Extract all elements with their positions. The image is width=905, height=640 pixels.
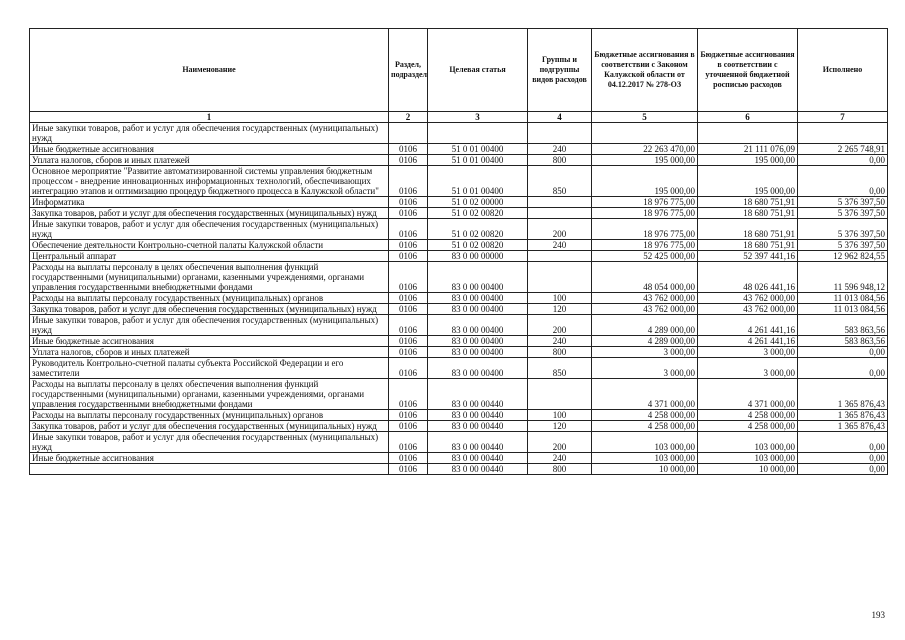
row-executed-amount-cell: 0,00: [798, 155, 888, 166]
row-refined-amount-cell: 43 762 000,00: [698, 304, 798, 315]
row-executed-amount-cell: 2 265 748,91: [798, 144, 888, 155]
table-row: [30, 315, 888, 336]
row-section-cell: 0106: [389, 347, 428, 358]
table-row: [30, 453, 888, 464]
row-section-cell: 0106: [389, 240, 428, 251]
row-target-cell: 83 0 00 00440: [428, 453, 528, 464]
row-executed-amount-cell: 12 962 824,55: [798, 251, 888, 262]
row-law-amount-cell: 52 425 000,00: [592, 251, 698, 262]
row-section-cell: 0106: [389, 144, 428, 155]
row-refined-amount-cell: 43 762 000,00: [698, 293, 798, 304]
row-section-cell: 0106: [389, 262, 428, 293]
row-refined-amount-cell: 4 261 441,16: [698, 336, 798, 347]
row-target-cell: 83 0 00 00400: [428, 315, 528, 336]
row-executed-amount-cell: 0,00: [798, 347, 888, 358]
header-law-allocations: Бюджетные ассигнования в соответствии с Законом Калужской области от 04.12.2017 № 278-ОЗ: [592, 29, 698, 112]
row-law-amount-cell: [592, 123, 698, 144]
row-refined-amount-cell: 18 680 751,91: [698, 208, 798, 219]
row-name-cell: Руководитель Контрольно-счетной палаты субъекта Российской Федерации и его заместители: [30, 358, 389, 379]
row-name-cell: Центральный аппарат: [30, 251, 389, 262]
row-group-cell: [528, 197, 592, 208]
header-groups: Группы и подгруппы видов расходов: [528, 29, 592, 112]
row-refined-amount-cell: 4 258 000,00: [698, 421, 798, 432]
row-section-cell: 0106: [389, 304, 428, 315]
row-section-cell: 0106: [389, 293, 428, 304]
row-name-cell: [30, 464, 389, 475]
row-executed-amount-cell: 0,00: [798, 464, 888, 475]
row-refined-amount-cell: 3 000,00: [698, 347, 798, 358]
page-number: 193: [871, 610, 885, 620]
row-refined-amount-cell: 4 371 000,00: [698, 379, 798, 410]
row-executed-amount-cell: 11 013 084,56: [798, 293, 888, 304]
row-group-cell: 120: [528, 304, 592, 315]
row-group-cell: 240: [528, 453, 592, 464]
row-group-cell: 850: [528, 358, 592, 379]
table-row: [30, 197, 888, 208]
row-executed-amount-cell: 0,00: [798, 166, 888, 197]
row-name-cell: Иные закупки товаров, работ и услуг для обеспечения государственных (муниципальных) нужд: [30, 123, 389, 144]
row-executed-amount-cell: [798, 123, 888, 144]
row-name-cell: Расходы на выплаты персоналу государственных (муниципальных) органов: [30, 410, 389, 421]
row-group-cell: [528, 262, 592, 293]
row-executed-amount-cell: 11 013 084,56: [798, 304, 888, 315]
table-row: [30, 421, 888, 432]
row-executed-amount-cell: 583 863,56: [798, 315, 888, 336]
row-law-amount-cell: 4 289 000,00: [592, 315, 698, 336]
row-law-amount-cell: 195 000,00: [592, 166, 698, 197]
table-row: [30, 304, 888, 315]
row-target-cell: 51 0 02 00000: [428, 197, 528, 208]
row-refined-amount-cell: [698, 123, 798, 144]
row-name-cell: Расходы на выплаты персоналу в целях обеспечения выполнения функций государственными (муниципальными) органами, казенными учреждениями, органами управления государственными внебюджетными фондами: [30, 262, 389, 293]
row-law-amount-cell: 22 263 470,00: [592, 144, 698, 155]
table-row: [30, 379, 888, 410]
row-group-cell: 850: [528, 166, 592, 197]
row-section-cell: 0106: [389, 336, 428, 347]
row-target-cell: 83 0 00 00440: [428, 421, 528, 432]
row-refined-amount-cell: 10 000,00: [698, 464, 798, 475]
column-number: 6: [698, 112, 798, 123]
row-section-cell: 0106: [389, 197, 428, 208]
row-target-cell: 83 0 00 00400: [428, 358, 528, 379]
row-section-cell: 0106: [389, 166, 428, 197]
row-section-cell: 0106: [389, 155, 428, 166]
row-section-cell: 0106: [389, 410, 428, 421]
row-law-amount-cell: 195 000,00: [592, 155, 698, 166]
row-refined-amount-cell: 103 000,00: [698, 453, 798, 464]
row-target-cell: 83 0 00 00400: [428, 262, 528, 293]
row-section-cell: [389, 123, 428, 144]
table-row: [30, 123, 888, 144]
column-number-row: [30, 112, 888, 123]
table-row: [30, 432, 888, 453]
row-refined-amount-cell: 103 000,00: [698, 432, 798, 453]
row-target-cell: 83 0 00 00400: [428, 336, 528, 347]
row-name-cell: Основное мероприятие "Развитие автоматизированной системы управления бюджетным процессом - внедрение инновационных информационных технологий, обеспечивающих интеграцию этапов и оптимизацию процедур бюджетного процесса в Калужской области": [30, 166, 389, 197]
row-law-amount-cell: 10 000,00: [592, 464, 698, 475]
header-target: Целевая статья: [428, 29, 528, 112]
row-group-cell: [528, 379, 592, 410]
row-name-cell: Уплата налогов, сборов и иных платежей: [30, 347, 389, 358]
table-row: [30, 144, 888, 155]
row-group-cell: 800: [528, 464, 592, 475]
table-row: [30, 251, 888, 262]
row-group-cell: 240: [528, 336, 592, 347]
row-group-cell: [528, 251, 592, 262]
table-row: [30, 219, 888, 240]
row-law-amount-cell: 103 000,00: [592, 432, 698, 453]
table-body: [30, 123, 888, 475]
row-law-amount-cell: 48 054 000,00: [592, 262, 698, 293]
row-section-cell: 0106: [389, 432, 428, 453]
row-name-cell: Иные бюджетные ассигнования: [30, 453, 389, 464]
table-row: [30, 155, 888, 166]
row-executed-amount-cell: 5 376 397,50: [798, 197, 888, 208]
row-group-cell: 800: [528, 155, 592, 166]
row-executed-amount-cell: 5 376 397,50: [798, 219, 888, 240]
row-refined-amount-cell: 195 000,00: [698, 166, 798, 197]
row-group-cell: [528, 123, 592, 144]
row-group-cell: 200: [528, 315, 592, 336]
row-name-cell: Информатика: [30, 197, 389, 208]
column-number: 4: [528, 112, 592, 123]
row-refined-amount-cell: 18 680 751,91: [698, 197, 798, 208]
row-executed-amount-cell: 1 365 876,43: [798, 410, 888, 421]
table-row: [30, 336, 888, 347]
row-name-cell: Расходы на выплаты персоналу государственных (муниципальных) органов: [30, 293, 389, 304]
row-executed-amount-cell: 11 596 948,12: [798, 262, 888, 293]
row-name-cell: Обеспечение деятельности Контрольно-счетной палаты Калужской области: [30, 240, 389, 251]
row-executed-amount-cell: 5 376 397,50: [798, 208, 888, 219]
row-name-cell: Иные закупки товаров, работ и услуг для обеспечения государственных (муниципальных) нужд: [30, 432, 389, 453]
row-refined-amount-cell: 18 680 751,91: [698, 240, 798, 251]
table-row: [30, 410, 888, 421]
row-target-cell: 51 0 02 00820: [428, 219, 528, 240]
row-law-amount-cell: 18 976 775,00: [592, 197, 698, 208]
row-name-cell: Иные закупки товаров, работ и услуг для обеспечения государственных (муниципальных) нужд: [30, 219, 389, 240]
table-row: [30, 166, 888, 197]
row-section-cell: 0106: [389, 464, 428, 475]
row-refined-amount-cell: 195 000,00: [698, 155, 798, 166]
row-group-cell: 240: [528, 240, 592, 251]
row-target-cell: 51 0 01 00400: [428, 166, 528, 197]
row-target-cell: 51 0 02 00820: [428, 240, 528, 251]
row-section-cell: 0106: [389, 379, 428, 410]
table-row: [30, 358, 888, 379]
row-target-cell: 83 0 00 00400: [428, 304, 528, 315]
row-executed-amount-cell: 1 365 876,43: [798, 379, 888, 410]
table-row: [30, 240, 888, 251]
row-group-cell: 200: [528, 432, 592, 453]
table-row: [30, 347, 888, 358]
row-law-amount-cell: 4 289 000,00: [592, 336, 698, 347]
row-group-cell: 800: [528, 347, 592, 358]
row-name-cell: Расходы на выплаты персоналу в целях обеспечения выполнения функций государственными (муниципальными) органами, казенными учреждениями, органами управления государственными внебюджетными фондами: [30, 379, 389, 410]
row-section-cell: 0106: [389, 453, 428, 464]
column-number: 5: [592, 112, 698, 123]
row-target-cell: 83 0 00 00440: [428, 379, 528, 410]
table-row: [30, 293, 888, 304]
row-name-cell: Иные бюджетные ассигнования: [30, 336, 389, 347]
row-law-amount-cell: 4 258 000,00: [592, 410, 698, 421]
row-law-amount-cell: 103 000,00: [592, 453, 698, 464]
row-law-amount-cell: 43 762 000,00: [592, 293, 698, 304]
row-target-cell: 83 0 00 00400: [428, 347, 528, 358]
row-group-cell: [528, 208, 592, 219]
row-target-cell: [428, 123, 528, 144]
row-refined-amount-cell: 21 111 076,09: [698, 144, 798, 155]
row-group-cell: 200: [528, 219, 592, 240]
row-law-amount-cell: 43 762 000,00: [592, 304, 698, 315]
row-group-cell: 120: [528, 421, 592, 432]
row-refined-amount-cell: 4 258 000,00: [698, 410, 798, 421]
row-executed-amount-cell: 0,00: [798, 432, 888, 453]
row-section-cell: 0106: [389, 358, 428, 379]
budget-execution-table: [29, 28, 888, 475]
row-target-cell: 83 0 00 00440: [428, 432, 528, 453]
row-law-amount-cell: 4 371 000,00: [592, 379, 698, 410]
column-number: 1: [30, 112, 389, 123]
row-name-cell: Закупка товаров, работ и услуг для обеспечения государственных (муниципальных) нужд: [30, 421, 389, 432]
row-group-cell: 100: [528, 293, 592, 304]
header-refined-allocations: Бюджетные ассигнования в соответствии с уточненной бюджетной росписью расходов: [698, 29, 798, 112]
header-executed: Исполнено: [798, 29, 888, 112]
row-executed-amount-cell: 0,00: [798, 358, 888, 379]
row-section-cell: 0106: [389, 421, 428, 432]
row-refined-amount-cell: 4 261 441,16: [698, 315, 798, 336]
header-name: Наименование: [30, 29, 389, 112]
row-name-cell: Иные бюджетные ассигнования: [30, 144, 389, 155]
row-target-cell: 51 0 01 00400: [428, 155, 528, 166]
column-number: 2: [389, 112, 428, 123]
column-number: 3: [428, 112, 528, 123]
header-row: [30, 29, 888, 112]
row-target-cell: 51 0 01 00400: [428, 144, 528, 155]
row-law-amount-cell: 18 976 775,00: [592, 208, 698, 219]
row-target-cell: 83 0 00 00400: [428, 293, 528, 304]
column-number: 7: [798, 112, 888, 123]
row-executed-amount-cell: 5 376 397,50: [798, 240, 888, 251]
row-group-cell: 240: [528, 144, 592, 155]
row-group-cell: 100: [528, 410, 592, 421]
header-section: Раздел, подраздел: [389, 29, 428, 112]
row-name-cell: Закупка товаров, работ и услуг для обеспечения государственных (муниципальных) нужд: [30, 304, 389, 315]
row-section-cell: 0106: [389, 219, 428, 240]
row-target-cell: 51 0 02 00820: [428, 208, 528, 219]
table-row: [30, 208, 888, 219]
row-refined-amount-cell: 3 000,00: [698, 358, 798, 379]
row-executed-amount-cell: 583 863,56: [798, 336, 888, 347]
row-name-cell: Уплата налогов, сборов и иных платежей: [30, 155, 389, 166]
row-law-amount-cell: 4 258 000,00: [592, 421, 698, 432]
row-section-cell: 0106: [389, 208, 428, 219]
row-target-cell: 83 0 00 00000: [428, 251, 528, 262]
row-section-cell: 0106: [389, 251, 428, 262]
row-executed-amount-cell: 1 365 876,43: [798, 421, 888, 432]
row-executed-amount-cell: 0,00: [798, 453, 888, 464]
table-row: [30, 464, 888, 475]
row-refined-amount-cell: 48 026 441,16: [698, 262, 798, 293]
row-target-cell: 83 0 00 00440: [428, 410, 528, 421]
table-row: [30, 262, 888, 293]
row-law-amount-cell: 18 976 775,00: [592, 219, 698, 240]
row-refined-amount-cell: 52 397 441,16: [698, 251, 798, 262]
row-name-cell: Закупка товаров, работ и услуг для обеспечения государственных (муниципальных) нужд: [30, 208, 389, 219]
row-law-amount-cell: 3 000,00: [592, 358, 698, 379]
row-refined-amount-cell: 18 680 751,91: [698, 219, 798, 240]
row-section-cell: 0106: [389, 315, 428, 336]
row-target-cell: 83 0 00 00440: [428, 464, 528, 475]
row-law-amount-cell: 3 000,00: [592, 347, 698, 358]
row-law-amount-cell: 18 976 775,00: [592, 240, 698, 251]
row-name-cell: Иные закупки товаров, работ и услуг для обеспечения государственных (муниципальных) нужд: [30, 315, 389, 336]
